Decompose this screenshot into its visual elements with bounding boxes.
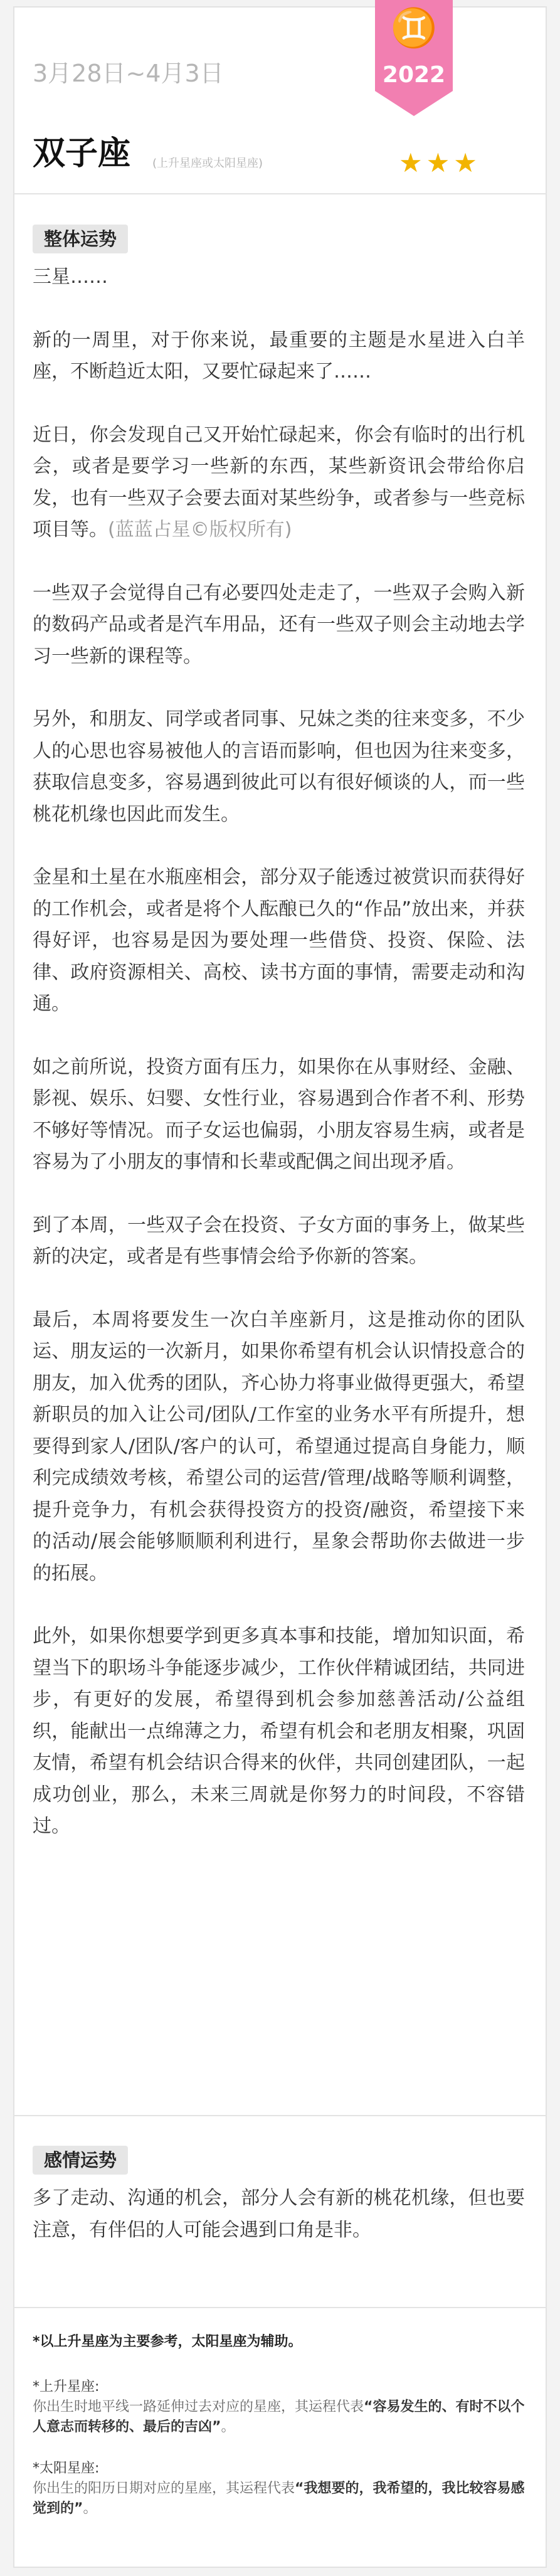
sun-sign-note bbox=[33, 2479, 528, 2519]
copyright-note: (蓝蓝占星©版权所有) bbox=[108, 519, 292, 541]
badge-year: 2022 bbox=[382, 62, 446, 88]
paragraph: 一些双子会觉得自己有必要四处走走了，一些双子会购入新的数码产品或者是汽车用品，还有一些双子则会主动地去学习一些新的课程等。 bbox=[33, 581, 525, 667]
paragraph-text: 近日，你会发现自己又开始忙碌起来，你会有临时的出行机会，或者是要学习一些新的东西，某些新资讯会带给你启发，也有一些双子会要去面对某些纷争，或者参与一些竞标项目等。 bbox=[33, 423, 525, 541]
date-range: 3月28日~4月3日 bbox=[33, 60, 224, 87]
page-title: 双子座 bbox=[33, 135, 131, 172]
paragraph: 最后，本周将要发生一次白羊座新月，这是推动你的团队运、朋友运的一次新月，如果你希望有机会认识情投意合的朋友，加入优秀的团队，齐心协力将事业做得更强大，希望新职员的加入让公司/团队/工作室的业务水平有所提升，想要得到家人/团队/客户的认可，希望通过提高自身能力，顺利完成绩效考核，希望公司的运营/管理/战略等顺利调整，提升竞争力，有机会获得投资方的投资/融资，希望接下来的活动/展会能够顺顺利利进行，星象会帮助你去做进一步的拓展。 bbox=[33, 1308, 525, 1584]
sun-sign-quote: “我想要的，我希望的，我比较容易感觉到的” bbox=[33, 2481, 525, 2516]
sun-sign-text: 你出生的阳历日期对应的星座，其运程代表 bbox=[33, 2481, 295, 2496]
star-rating: ★★★ bbox=[399, 147, 481, 178]
rising-sign-text: 你出生时地平线一路延伸过去对应的星座，其运程代表 bbox=[33, 2399, 364, 2415]
header-divider bbox=[13, 193, 547, 194]
gemini-badge bbox=[375, 0, 453, 116]
overall-fortune-text bbox=[33, 262, 525, 1843]
love-fortune-text bbox=[33, 2183, 525, 2246]
sun-sign-end: 。 bbox=[83, 2501, 97, 2516]
paragraph: 多了走动、沟通的机会，部分人会有新的桃花机缘，但也要注意，有伴侣的人可能会遇到口角是非。 bbox=[33, 2187, 525, 2241]
love-fortune-tag: 感情运势 bbox=[33, 2146, 128, 2175]
paragraph: 如之前所说，投资方面有压力，如果你在从事财经、金融、影视、娱乐、妇婴、女性行业，容易遇到合作者不利、形势不够好等情况。而子女运也偏弱，小朋友容易生病，或者是容易为了小朋友的事情和长辈或配偶之间出现矛盾。 bbox=[33, 1056, 525, 1173]
paragraph: 另外，和朋友、同学或者同事、兄妹之类的往来变多，不少人的心思也容易被他人的言语而影响，但也因为往来变多，获取信息变多，容易遇到彼此可以有很好倾谈的人，而一些桃花机缘也因此而发生。 bbox=[33, 708, 525, 825]
gemini-icon: ♊ bbox=[390, 6, 438, 50]
paragraph: 新的一周里，对于你来说，最重要的主题是水星进入白羊座，不断趋近太阳，又要忙碌起来了…… bbox=[33, 329, 525, 383]
paragraph: 此外，如果你想要学到更多真本事和技能，增加知识面，希望当下的职场斗争能逐步减少，工作伙伴精诚团结，共同进步，有更好的发展，希望得到机会参加慈善活动/公益组织，能献出一点绵薄之力，希望有机会和老朋友相聚，巩固友情，希望有机会结识合得来的伙伴，共同创建团队，一起成功创业，那么，未来三周就是你努力的时间段，不容错过。 bbox=[33, 1625, 525, 1837]
paragraph: 金星和土星在水瓶座相会，部分双子能透过被赏识而获得好的工作机会，或者是将个人酝酿已久的“作品”放出来，并获得好评，也容易是因为要处理一些借贷、投资、保险、法律、政府资源相关、高校、读书方面的事情，需要走动和沟通。 bbox=[33, 866, 525, 1015]
section-divider bbox=[13, 2115, 547, 2116]
main-note: *以上升星座为主要参考，太阳星座为辅助。 bbox=[33, 2334, 302, 2350]
notes-divider bbox=[13, 2307, 547, 2308]
paragraph bbox=[33, 420, 525, 546]
overall-fortune-tag: 整体运势 bbox=[33, 225, 128, 253]
rising-sign-end: 。 bbox=[221, 2419, 235, 2435]
paragraph: 到了本周，一些双子会在投资、子女方面的事务上，做某些新的决定，或者是有些事情会给予你新的答案。 bbox=[33, 1214, 525, 1268]
sun-sign-label: *太阳星座: bbox=[33, 2461, 100, 2476]
rising-sign-quote: “容易发生的、有时不以个人意志而转移的、最后的吉凶” bbox=[33, 2399, 525, 2435]
rising-sign-label: *上升星座: bbox=[33, 2379, 100, 2395]
footnotes bbox=[33, 2332, 528, 2519]
page-subtitle: (上升星座或太阳星座) bbox=[152, 157, 263, 170]
paragraph: 三星…… bbox=[33, 266, 108, 288]
rising-sign-note bbox=[33, 2397, 528, 2437]
